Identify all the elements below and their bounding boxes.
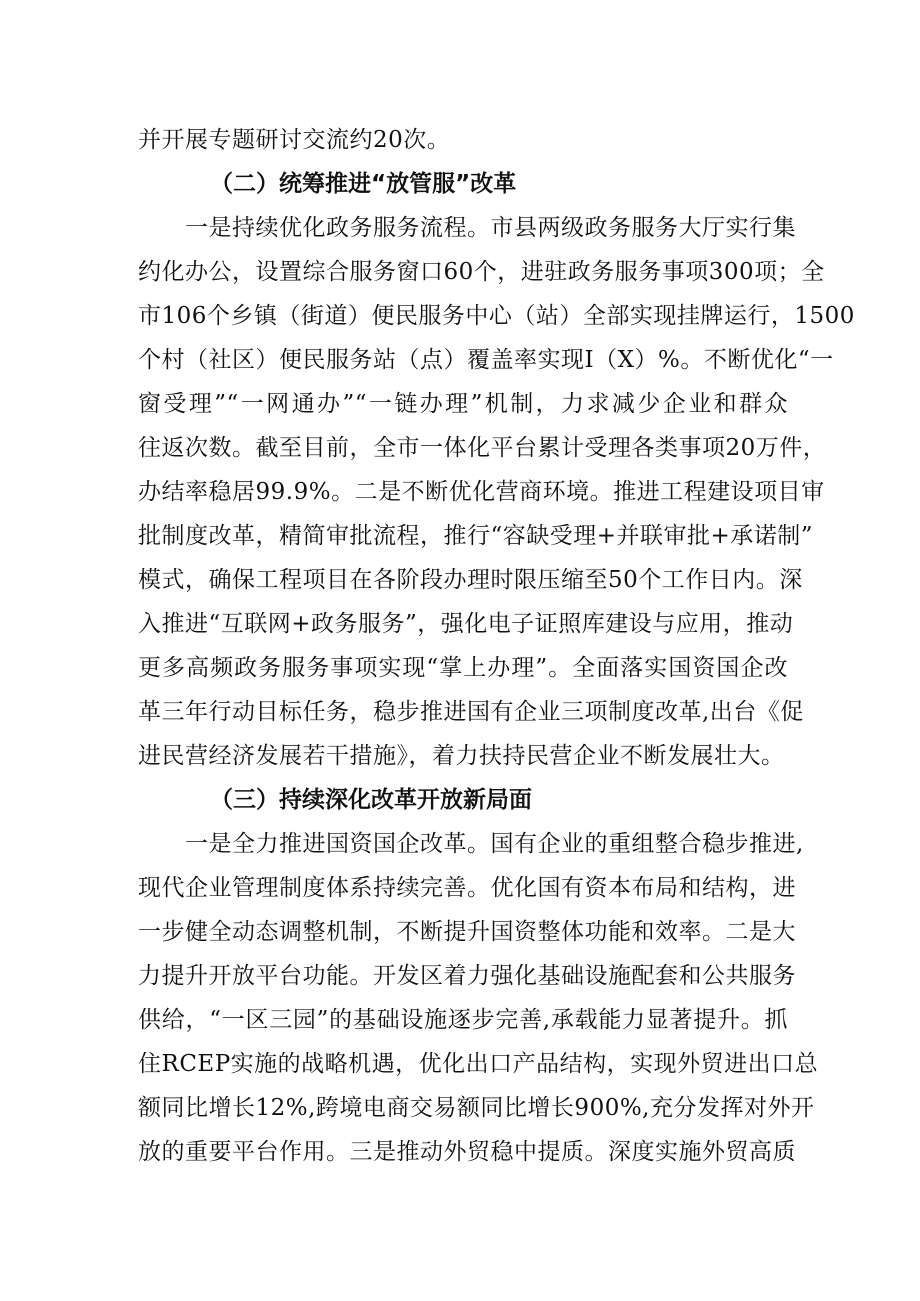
text-line: 并开展专题研讨交流约20次。 bbox=[138, 127, 451, 153]
text-line: 入推进“互联网+政务服务”，强化电子证照库建设与应用，推动 bbox=[138, 611, 794, 637]
text-line: 市106个乡镇（街道）便民服务中心（站）全部实现挂牌运行，1500 bbox=[138, 303, 855, 329]
text-line: 一是持续优化政务服务流程。市县两级政务服务大厅实行集 bbox=[185, 215, 796, 241]
text-line: 一是全力推进国资国企改革。国有企业的重组整合稳步推进, bbox=[185, 831, 804, 857]
text-line: 进民营经济发展若干措施》，着力扶持民营企业不断发展壮大。 bbox=[138, 743, 785, 769]
text-line: 约化办公，设置综合服务窗口60个，进驻政务服务事项300项；全 bbox=[138, 259, 825, 285]
text-line: 个村（社区）便民服务站（点）覆盖率实现I（X）%。不断优化“一 bbox=[138, 347, 834, 373]
text-line: 革三年行动目标任务，稳步推进国有企业三项制度改革,出台《促 bbox=[138, 699, 804, 725]
text-line: 模式，确保工程项目在各阶段办理时限压缩至50个工作日内。深 bbox=[138, 567, 803, 593]
section-heading: （三）持续深化改革开放新局面 bbox=[210, 787, 532, 813]
text-line: 更多高频政务服务事项实现“掌上办理”。全面落实国资国企改 bbox=[138, 655, 788, 681]
text-line: 供给，“一区三园”的基础设施逐步完善,承载能力显著提升。抓 bbox=[138, 1007, 788, 1033]
text-line: 额同比增长12%,跨境电商交易额同比增长900%,充分发挥对外开 bbox=[138, 1095, 815, 1121]
text-line: 力提升开放平台功能。开发区着力强化基础设施配套和公共服务 bbox=[138, 963, 796, 989]
text-line: 放的重要平台作用。三是推动外贸稳中提质。深度实施外贸高质 bbox=[138, 1139, 796, 1165]
text-line: 住RCEP实施的战略机遇，优化出口产品结构，实现外贸进出口总 bbox=[138, 1051, 819, 1077]
text-line: 窗受理”“一网通办”“一链办理”机制，力求减少企业和群众 bbox=[138, 391, 788, 417]
text-line: 现代企业管理制度体系持续完善。优化国有资本布局和结构，进 bbox=[138, 875, 796, 901]
text-line: 办结率稳居99.9%。二是不断优化营商环境。推进工程建设项目审 bbox=[138, 479, 825, 505]
text-line: 批制度改革，精简审批流程，推行“容缺受理+并联审批+承诺制” bbox=[138, 523, 814, 549]
text-line: 往返次数。截至目前，全市一体化平台累计受理各类事项20万件， bbox=[138, 435, 827, 461]
section-heading: （二）统筹推进“放管服”改革 bbox=[210, 171, 517, 197]
text-line: 一步健全动态调整机制，不断提升国资整体功能和效率。二是大 bbox=[138, 919, 796, 945]
